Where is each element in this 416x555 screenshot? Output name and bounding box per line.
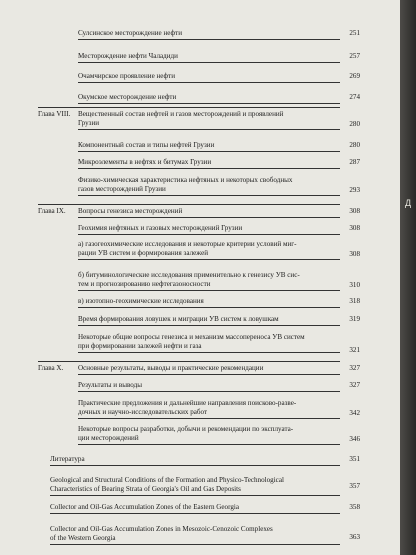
entry-title-line: газов месторождений Грузии — [78, 185, 166, 193]
edge-glyph: Д — [405, 198, 412, 208]
entry-underline — [78, 151, 340, 152]
entry-underline — [50, 544, 340, 545]
entry-title-line: Вещественный состав нефтей и газов месторождений и проявлений — [78, 110, 284, 118]
page-number: 327 — [349, 381, 360, 389]
entry-title-line: Некоторые вопросы разработки, добычи и рекомендации по эксплуата- — [78, 425, 294, 433]
entry-title-line: Грузии — [78, 119, 100, 127]
adjacent-page-edge — [400, 0, 416, 555]
entry-underline — [78, 325, 340, 326]
entry-title-line: при формировании залежей нефти и газа — [78, 342, 202, 350]
entry-title-line: Компонентный состав и типы нефтей Грузии — [78, 141, 215, 149]
entry-title-line: Geological and Structural Conditions of the Formation and Physico-Technological — [50, 476, 284, 484]
page-number: 293 — [349, 186, 360, 194]
page-number: 357 — [349, 482, 360, 490]
entry-title-line: Литература — [50, 455, 85, 463]
entry-underline — [78, 290, 340, 291]
entry-underline — [78, 62, 340, 63]
entry-title-line: рации УВ систем и формирования залежей — [78, 249, 209, 257]
entry-underline — [78, 103, 340, 104]
page-number: 319 — [349, 315, 360, 323]
entry-underline — [78, 39, 340, 40]
entry-title-line: в) изотопно-геохимические исследования — [78, 297, 204, 305]
entry-title-line: Collector and Oil-Gas Accumulation Zones in Mesozoic-Cenozoic Complexes — [50, 525, 273, 533]
entry-title-line: Characteristics of Bearing Strata of Georgia's Oil and Gas Deposits — [50, 485, 241, 493]
page-number: 342 — [349, 409, 360, 417]
entry-title-line: дочных и научно-исследовательских работ — [78, 408, 208, 416]
page-number: 363 — [349, 533, 360, 541]
entry-title-line: of the Western Georgia — [50, 534, 116, 542]
chapter-rule — [38, 107, 340, 108]
page-number: 351 — [349, 455, 360, 463]
entry-underline — [78, 391, 340, 392]
page-number: 251 — [349, 29, 360, 37]
entry-underline — [78, 418, 340, 419]
entry-underline — [50, 513, 340, 514]
chapter-label: Глава IX. — [38, 207, 66, 215]
entry-underline — [78, 234, 340, 235]
entry-title-line: Физико-химическая характеристика нефтяных и некоторых свободных — [78, 176, 293, 184]
entry-underline — [78, 307, 340, 308]
page-number: 274 — [349, 93, 360, 101]
chapter-rule — [38, 204, 340, 205]
page-number: 280 — [349, 141, 360, 149]
entry-title-line: Сулсинское месторождение нефти — [78, 29, 182, 37]
page-number: 308 — [349, 224, 360, 232]
entry-underline — [78, 217, 340, 218]
entry-underline — [78, 82, 340, 83]
chapter-label: Глава X. — [38, 364, 64, 372]
page-number: 327 — [349, 364, 360, 372]
chapter-label: Глава VIII. — [38, 110, 71, 118]
entry-underline — [50, 495, 340, 496]
entry-underline — [50, 465, 340, 466]
entry-underline — [78, 352, 340, 353]
entry-title-line: Вопросы генезиса месторождений — [78, 207, 183, 215]
page-number: 280 — [349, 120, 360, 128]
entry-title-line: тем и прогнозированию нефтегазоносности — [78, 280, 211, 288]
page-number: 346 — [349, 435, 360, 443]
entry-title-line: Collector and Oil-Gas Accumulation Zones of the Eastern Georgia — [50, 503, 239, 511]
entry-title-line: Очамчирское проявление нефти — [78, 72, 176, 80]
entry-title-line: б) битуминологические исследования применительно к генезису УВ сис- — [78, 271, 300, 279]
entry-title-line: Месторождение нефти Чаладиди — [78, 52, 178, 60]
page-number: 287 — [349, 158, 360, 166]
entry-underline — [78, 374, 340, 375]
entry-title-line: а) газогеохимические исследования и некоторые критерии условий миг- — [78, 240, 297, 248]
entry-title-line: Практические предложения и дальнейшие направления поисково-разве- — [78, 399, 297, 407]
page-number: 318 — [349, 297, 360, 305]
entry-title-line: Геохимия нефтяных и газовых месторождений Грузии — [78, 224, 243, 232]
page-number: 257 — [349, 52, 360, 60]
entry-title-line: ции месторождений — [78, 434, 139, 442]
entry-title-line: Основные результаты, выводы и практические рекомендации — [78, 364, 264, 372]
entry-title-line: Микроэлементы в нефтях и битумах Грузии — [78, 158, 212, 166]
page-number: 310 — [349, 281, 360, 289]
entry-underline — [78, 129, 340, 130]
entry-underline — [78, 195, 340, 196]
entry-title-line: Окумское месторождение нефти — [78, 93, 177, 101]
page-number: 269 — [349, 72, 360, 80]
entry-underline — [78, 259, 340, 260]
chapter-rule — [38, 361, 340, 362]
entry-title-line: Некоторые общие вопросы генезиса и механизм массопереноса УВ систем — [78, 333, 305, 341]
entry-underline — [78, 444, 340, 445]
entry-title-line: Время формирования ловушек и миграции УВ систем к ловушкам — [78, 315, 279, 323]
page-number: 308 — [349, 250, 360, 258]
page-number: 358 — [349, 503, 360, 511]
entry-underline — [78, 168, 340, 169]
page-number: 308 — [349, 207, 360, 215]
entry-title-line: Результаты и выводы — [78, 381, 142, 389]
page-number: 321 — [349, 346, 360, 354]
